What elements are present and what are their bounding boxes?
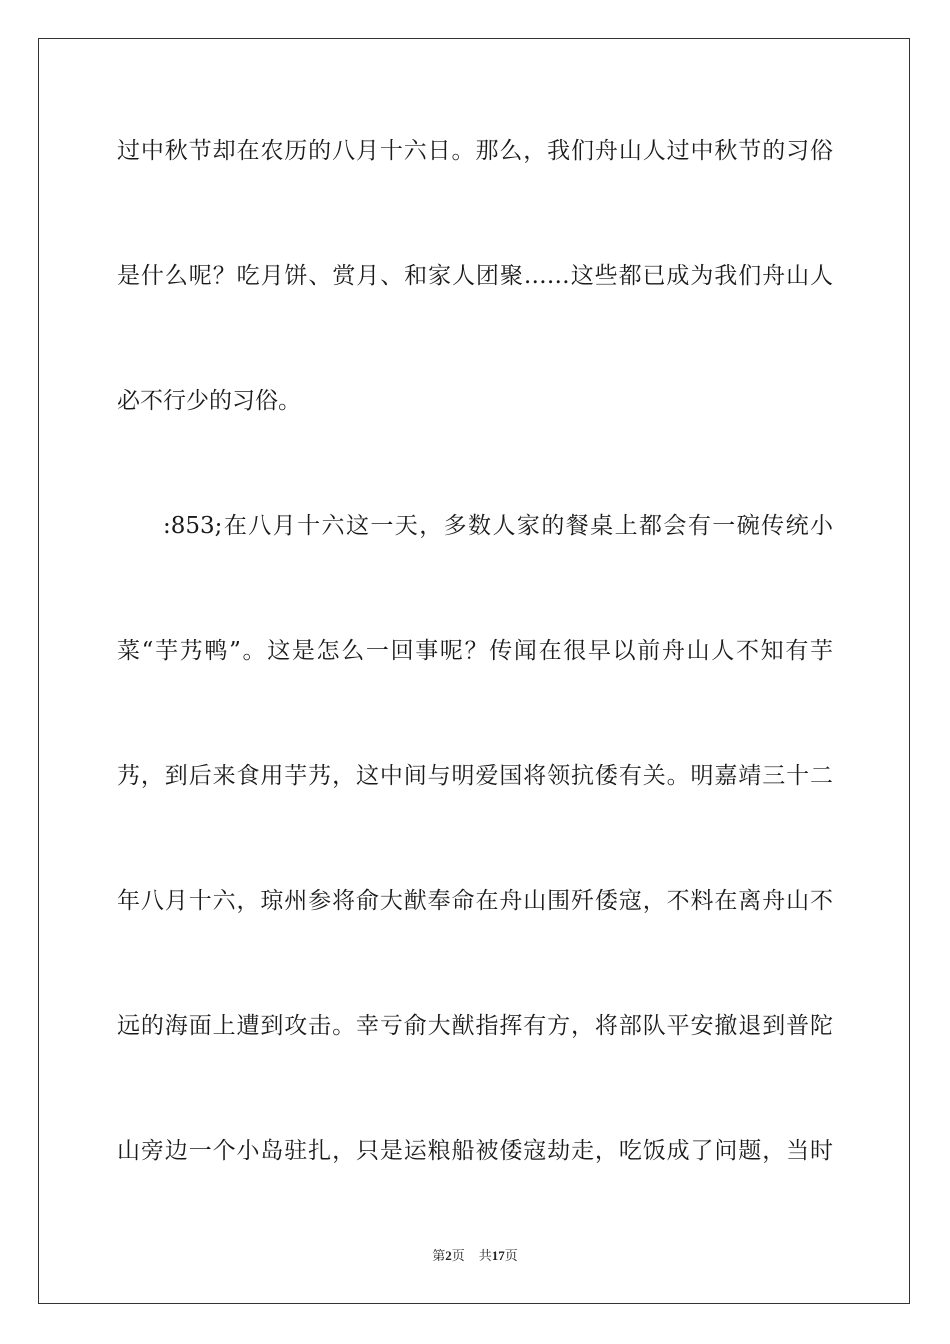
total-pages: 17 [491, 1248, 505, 1263]
page-suffix: 页 [451, 1248, 465, 1263]
paragraph-line: 过中秋节却在农历的八月十六日。那么，我们舟山人过中秋节的习俗 [117, 138, 833, 164]
paragraph-line: 年八月十六，琼州参将俞大猷奉命在舟山围歼倭寇，不料在离舟山不 [117, 888, 833, 914]
paragraph-line: 是什么呢？吃月饼、赏月、和家人团聚……这些都已成为我们舟山人 [117, 263, 833, 289]
paragraph-line: 必不行少的习俗。 [117, 388, 301, 414]
page-number: 2 [445, 1248, 452, 1263]
paragraph-line: 远的海面上遭到攻击。幸亏俞大猷指挥有方，将部队平安撤退到普陀 [117, 1013, 833, 1039]
page-footer [0, 1248, 950, 1264]
paragraph-line: :853;在八月十六这一天，多数人家的餐桌上都会有一碗传统小 [163, 513, 833, 539]
paragraph-line: 菜“芋艿鸭”。这是怎么一回事呢？传闻在很早以前舟山人不知有芋 [117, 638, 833, 664]
total-prefix: 共 [478, 1248, 492, 1263]
paragraph-line: 艿，到后来食用芋艿，这中间与明爱国将领抗倭有关。明嘉靖三十二 [117, 763, 833, 789]
total-suffix: 页 [504, 1248, 518, 1263]
page-border [38, 38, 910, 1304]
page-prefix: 第 [432, 1248, 446, 1263]
paragraph-line: 山旁边一个小岛驻扎，只是运粮船被倭寇劫走，吃饭成了问题，当时 [117, 1138, 833, 1164]
